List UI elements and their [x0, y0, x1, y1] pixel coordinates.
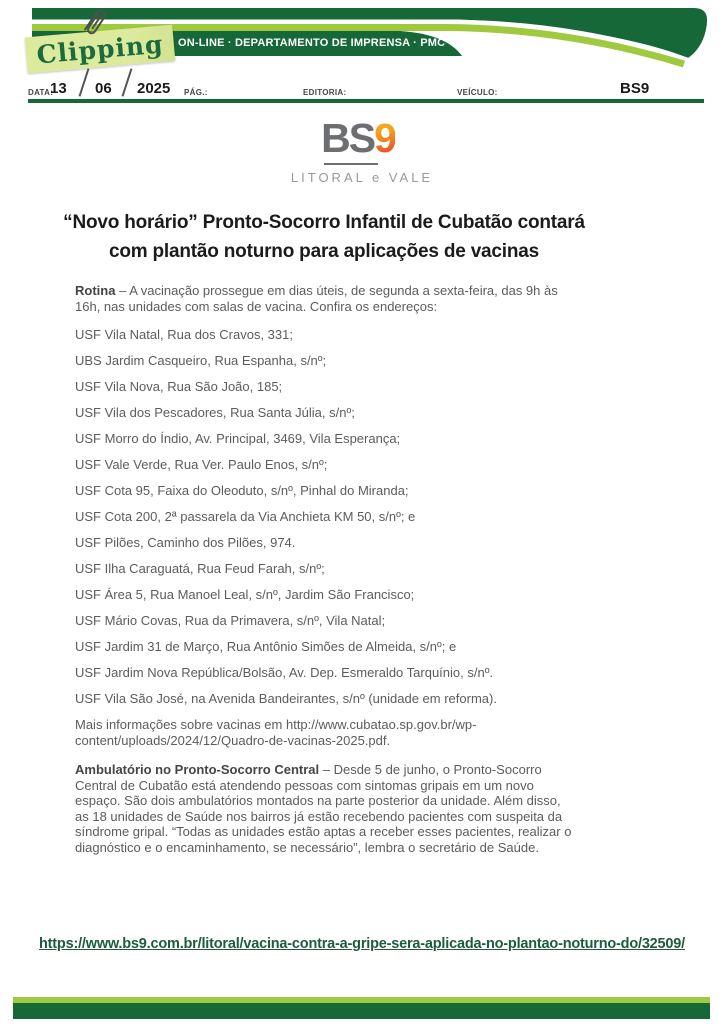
rotina-label: Rotina	[75, 283, 116, 298]
date-year: 2025	[137, 80, 171, 97]
address-line: USF Área 5, Rua Manoel Leal, s/nº, Jardim São Francisco;	[75, 587, 415, 602]
title-line-1: “Novo horário” Pronto-Socorro Infantil de Cubatão contará	[63, 212, 585, 233]
date-month: 06	[95, 80, 112, 97]
address-line: USF Vila Nova, Rua São João, 185;	[75, 379, 283, 394]
veiculo-value: BS9	[620, 80, 650, 97]
ambulatorio-paragraph	[75, 762, 577, 855]
logo-underline	[324, 163, 378, 165]
title-line-2: com plantão noturno para aplicações de vacinas	[108, 241, 540, 262]
address-line: USF Cota 95, Faixa do Oleoduto, s/nº, Pinhal do Miranda;	[75, 483, 409, 498]
address-line: USF Cota 200, 2ª passarela da Via Anchieta KM 50, s/nº; e	[75, 509, 416, 524]
footer-dark-band	[13, 1003, 710, 1019]
address-line: USF Vila Natal, Rua dos Cravos, 331;	[75, 327, 293, 342]
rotina-paragraph	[75, 283, 577, 314]
more-info-paragraph: Mais informações sobre vacinas em http://www.cubatao.sp.gov.br/wp-content/uploads/2024/12/Quadro-de-vacinas-2025.pdf.	[75, 717, 477, 748]
clipping-label-text: Clipping	[35, 29, 165, 69]
bs9-logo-text	[0, 116, 716, 160]
address-line: USF Mário Covas, Rua da Primavera, s/nº, Vila Natal;	[75, 613, 386, 628]
editoria-label: EDITORIA:	[303, 88, 347, 97]
address-line: USF Vila São José, na Avenida Bandeirantes, s/nº (unidade em reforma).	[75, 691, 497, 706]
address-list	[75, 327, 577, 706]
article-body	[75, 283, 577, 868]
ambulatorio-label: Ambulatório no Pronto-Socorro Central	[75, 762, 320, 777]
address-line: USF Vila dos Pescadores, Rua Santa Júlia, s/nº;	[75, 405, 355, 420]
logo-nine: 9	[374, 115, 395, 161]
banner-text: ON-LINE · DEPARTAMENTO DE IMPRENSA · PMC	[178, 37, 446, 49]
logo-bs: BS	[321, 115, 375, 161]
address-line: USF Vale Verde, Rua Ver. Paulo Enos, s/nº;	[75, 457, 328, 472]
veiculo-label: VEÍCULO:	[457, 88, 498, 97]
address-line: USF Jardim Nova República/Bolsão, Av. Dep. Esmeraldo Tarquínio, s/nº.	[75, 665, 494, 680]
bs9-logo	[0, 116, 716, 160]
address-line: USF Ilha Caraguatá, Rua Feud Farah, s/nº;	[75, 561, 325, 576]
address-line: USF Pilões, Caminho dos Pilões, 974.	[75, 535, 296, 550]
address-line: UBS Jardim Casqueiro, Rua Espanha, s/nº;	[75, 353, 327, 368]
date-day: 13	[50, 80, 67, 97]
ambulatorio-text: – Desde 5 de junho, o Pronto-Socorro Central de Cubatão está atendendo pessoas com sintomas gripais em um novo espaço. São dois ambulatórios montados na parte posterior da unidade. Além disso, as 18 unidades de Saúde nos bairros já estão recebendo pacientes com suspeita da síndrome gripal. “Todas as unidades estão aptas a receber esses pacientes, realizar o diagnóstico e o encaminhamento, se necessário”, lembra o secretário de Saúde.	[75, 762, 572, 855]
article-title	[24, 208, 624, 266]
address-line: USF Jardim 31 de Março, Rua Antônio Simões de Almeida, s/nº; e	[75, 639, 457, 654]
address-line: USF Morro do Índio, Av. Principal, 3469, Vila Esperança;	[75, 431, 401, 446]
data-label: DATA:	[28, 88, 54, 97]
logo-subtitle: LITORAL e VALE	[290, 170, 434, 185]
rotina-text: – A vacinação prossegue em dias úteis, de segunda a sexta-feira, das 9h às 16h, nas unidades com salas de vacina. Confira os endereços:	[75, 283, 558, 314]
pag-label: PÁG.:	[184, 88, 208, 97]
header-divider	[28, 99, 704, 103]
source-link[interactable]: https://www.bs9.com.br/litoral/vacina-contra-a-gripe-sera-aplicada-no-plantao-noturno-do/32509/	[39, 936, 685, 952]
